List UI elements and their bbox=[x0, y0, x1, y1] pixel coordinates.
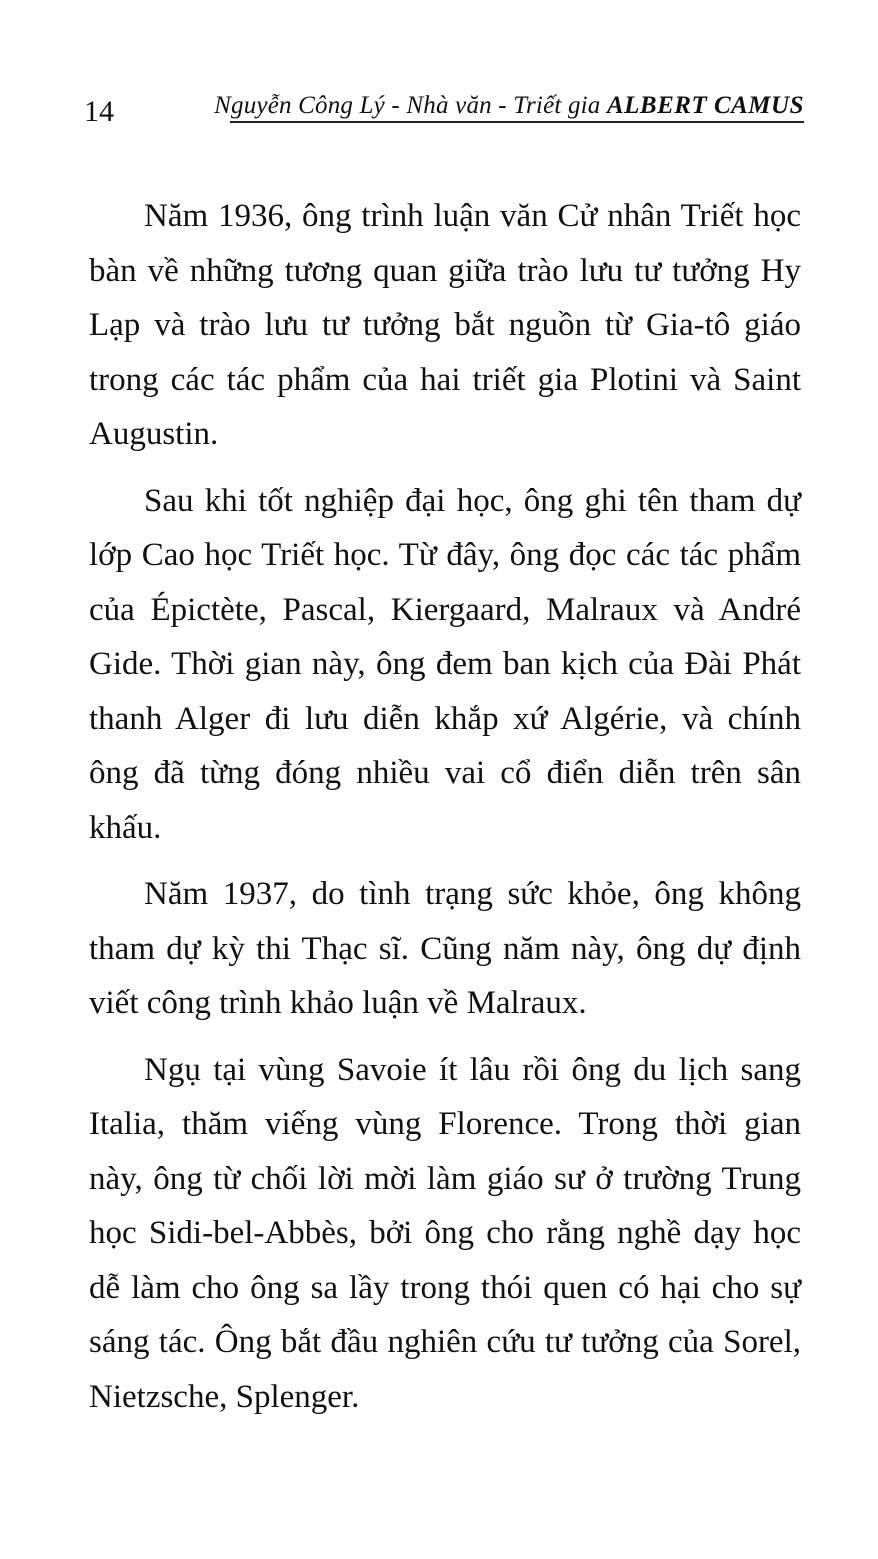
paragraph: Năm 1936, ông trình luận văn Cử nhân Triết học bàn về những tương quan giữa trào lưu tư tưởng Hy Lạp và trào lưu tư tưởng bắt nguồn từ Gia-tô giáo trong các tác phẩm của hai triết gia Plotini và Saint Augustin. bbox=[89, 198, 801, 452]
running-head-separator: - bbox=[384, 92, 407, 119]
running-head-title: Nhà văn - Triết gia bbox=[406, 92, 607, 119]
paragraph: Năm 1937, do tình trạng sức khỏe, ông không tham dự kỳ thi Thạc sĩ. Cũng năm này, ông dự định viết công trình khảo luận về Malraux. bbox=[89, 876, 801, 1021]
page-number: 14 bbox=[84, 95, 114, 128]
paragraph: Ngụ tại vùng Savoie ít lâu rồi ông du lịch sang Italia, thăm viếng vùng Florence. Trong thời gian này, ông từ chối lời mời làm giáo sư ở trường Trung học Sidi-bel-Abbès, bởi ông cho rằng nghề dạy học dễ làm cho ông sa lầy trong thói quen có hại cho sự sáng tác. Ông bắt đầu nghiên cứu tư tưởng của Sorel, Nietzsche, Splenger. bbox=[89, 1051, 801, 1415]
running-head-title-caps: ALBERT CAMUS bbox=[606, 92, 804, 119]
body-text bbox=[89, 189, 801, 1424]
page-header bbox=[84, 90, 804, 130]
paragraph: Sau khi tốt nghiệp đại học, ông ghi tên tham dự lớp Cao học Triết học. Từ đây, ông đọc các tác phẩm của Épictète, Pascal, Kiergaard, Malraux và André Gide. Thời gian này, ông đem ban kịch của Đài Phát thanh Alger đi lưu diễn khắp xứ Algérie, và chính ông đã từng đóng nhiều vai cổ điển diễn trên sân khấu. bbox=[89, 482, 801, 846]
header-underline bbox=[230, 121, 804, 123]
running-head-author: Nguyễn Công Lý bbox=[214, 92, 385, 119]
running-head bbox=[214, 92, 804, 120]
